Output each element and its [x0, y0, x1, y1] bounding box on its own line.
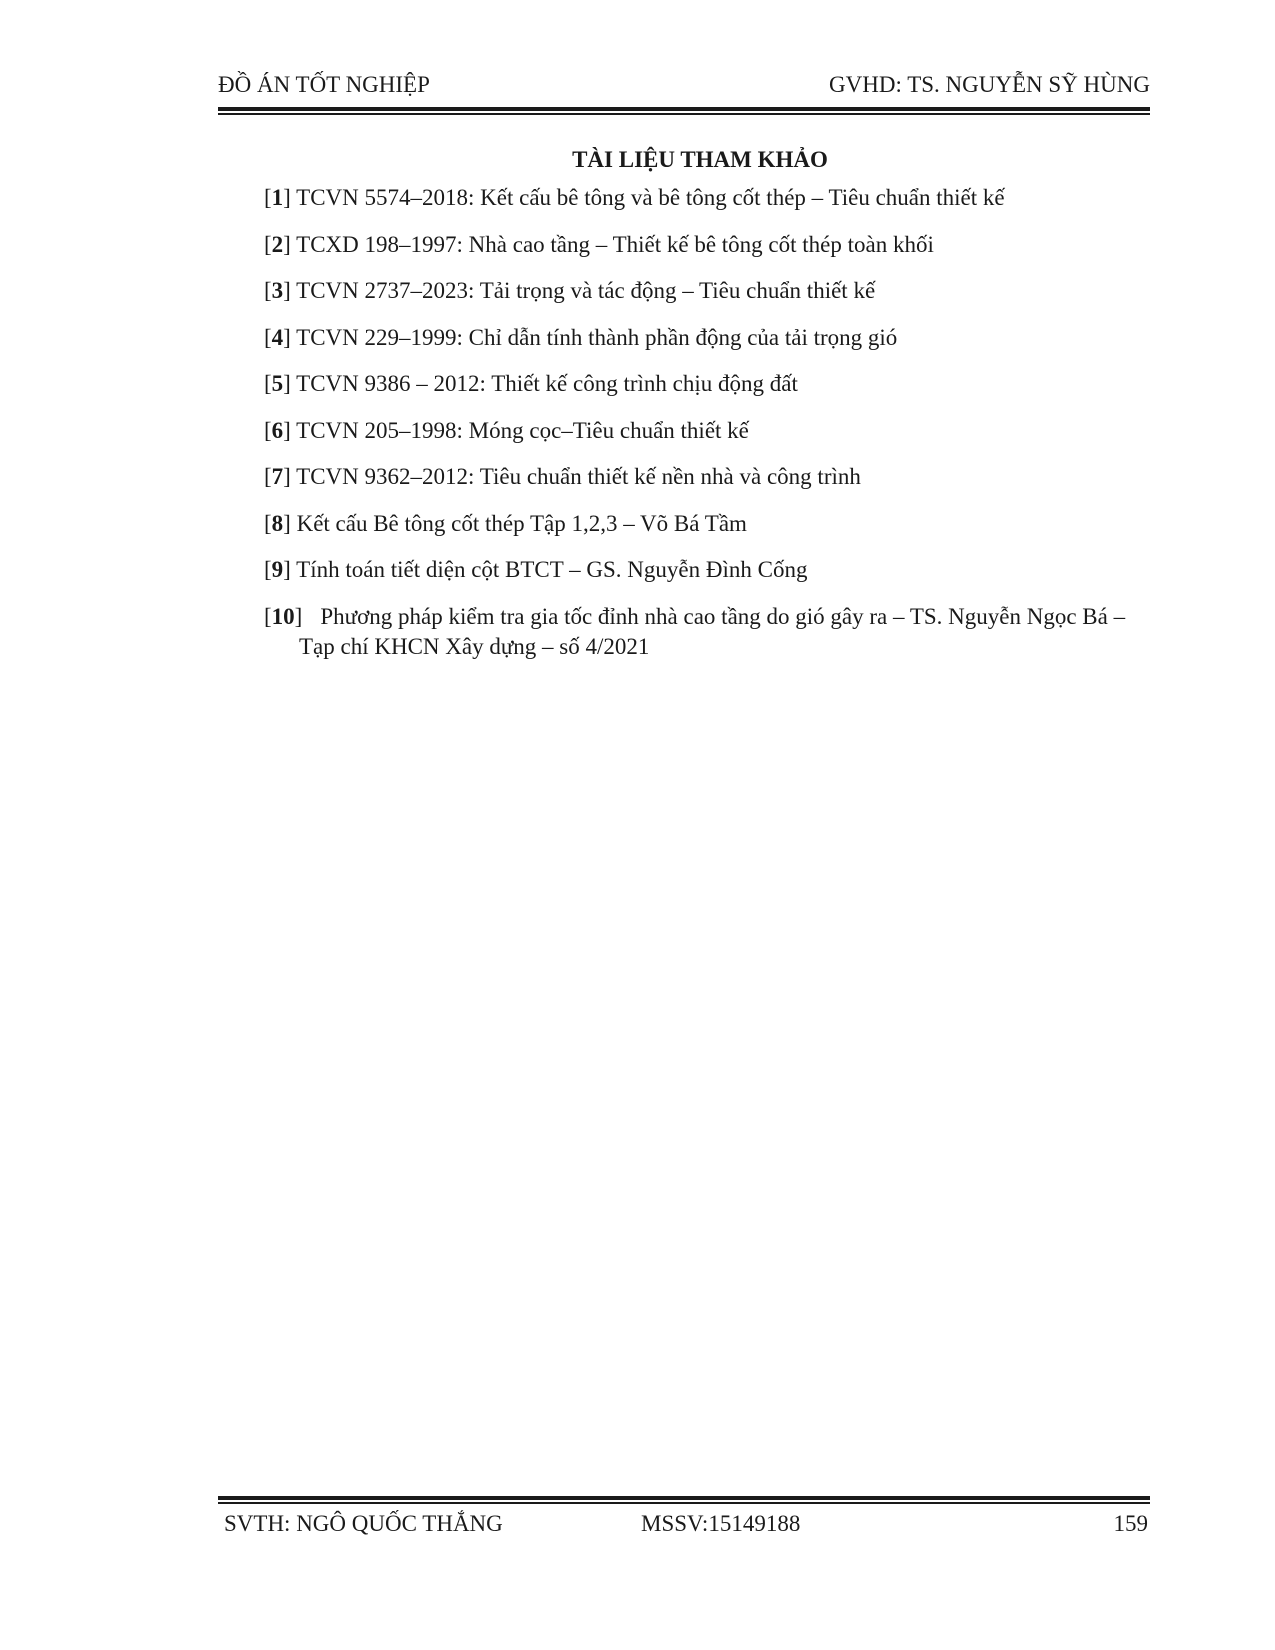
reference-item-6: [6] TCVN 205–1998: Móng cọc–Tiêu chuẩn thiết kế: [264, 417, 749, 443]
reference-number: 7: [271, 464, 284, 489]
header-thesis-label: ĐỒ ÁN TỐT NGHIỆP: [218, 72, 430, 97]
page-header: [218, 72, 1150, 102]
reference-number: 1: [271, 185, 284, 210]
reference-item-1: [1] TCVN 5574–2018: Kết cấu bê tông và bê tông cốt thép – Tiêu chuẩn thiết kế: [264, 185, 1005, 210]
reference-number-bracket: [10]: [264, 603, 303, 629]
reference-number: 2: [271, 231, 284, 257]
page-footer: [224, 1511, 1148, 1541]
header-advisor: GVHD: TS. NGUYỄN SỸ HÙNG: [829, 72, 1150, 97]
reference-number: 9: [271, 557, 284, 582]
reference-number: 3: [271, 278, 284, 303]
reference-text: TCXD 198–1997: Nhà cao tầng – Thiết kế bê tông cốt thép toàn khối: [296, 231, 934, 257]
footer-double-rule: [218, 1496, 1150, 1504]
reference-text: TCVN 229–1999: Chỉ dẫn tính thành phần động của tải trọng gió: [296, 324, 898, 350]
reference-item-2: [2] TCXD 198–1997: Nhà cao tầng – Thiết kế bê tông cốt thép toàn khối: [264, 231, 934, 257]
reference-item-3: [3] TCVN 2737–2023: Tải trọng và tác động – Tiêu chuẩn thiết kế: [264, 278, 876, 303]
footer-student-id: MSSV:15149188: [641, 1511, 801, 1536]
reference-text: TCVN 9386 – 2012: Thiết kế công trình chịu động đất: [296, 371, 798, 396]
reference-item-9: [9] Tính toán tiết diện cột BTCT – GS. Nguyễn Đình Cống: [264, 557, 808, 582]
reference-item-7: [7] TCVN 9362–2012: Tiêu chuẩn thiết kế nền nhà và công trình: [264, 464, 861, 489]
reference-text: TCVN 205–1998: Móng cọc–Tiêu chuẩn thiết kế: [296, 417, 749, 443]
reference-text: TCVN 2737–2023: Tải trọng và tác động – Tiêu chuẩn thiết kế: [296, 278, 876, 303]
footer-page-number: 159: [1113, 1511, 1148, 1536]
reference-text: TCVN 9362–2012: Tiêu chuẩn thiết kế nền nhà và công trình: [296, 464, 861, 489]
reference-item-5: [5] TCVN 9386 – 2012: Thiết kế công trình chịu động đất: [264, 371, 798, 396]
footer-student-name: SVTH: NGÔ QUỐC THẮNG: [224, 1511, 503, 1536]
reference-number: 5: [271, 371, 284, 396]
reference-text: Phương pháp kiểm tra gia tốc đỉnh nhà cao tầng do gió gây ra – TS. Nguyễn Ngọc Bá – Tạp chí KHCN Xây dựng – số 4/2021: [299, 603, 1126, 659]
reference-text: Tính toán tiết diện cột BTCT – GS. Nguyễn Đình Cống: [296, 557, 808, 582]
page-title: TÀI LIỆU THAM KHẢO: [572, 147, 828, 172]
reference-item-10: [264, 602, 1152, 662]
reference-item-8: [8] Kết cấu Bê tông cốt thép Tập 1,2,3 – Võ Bá Tầm: [264, 510, 747, 536]
reference-item-4: [4] TCVN 229–1999: Chỉ dẫn tính thành phần động của tải trọng gió: [264, 324, 898, 350]
reference-text: TCVN 5574–2018: Kết cấu bê tông và bê tông cốt thép – Tiêu chuẩn thiết kế: [296, 185, 1005, 210]
reference-list: [264, 183, 1152, 678]
reference-number: 10: [271, 603, 295, 629]
reference-number: 8: [271, 510, 284, 536]
header-double-rule: [218, 107, 1150, 115]
reference-number: 6: [271, 417, 284, 443]
reference-number: 4: [271, 324, 284, 350]
reference-text: Kết cấu Bê tông cốt thép Tập 1,2,3 – Võ Bá Tầm: [296, 510, 747, 536]
